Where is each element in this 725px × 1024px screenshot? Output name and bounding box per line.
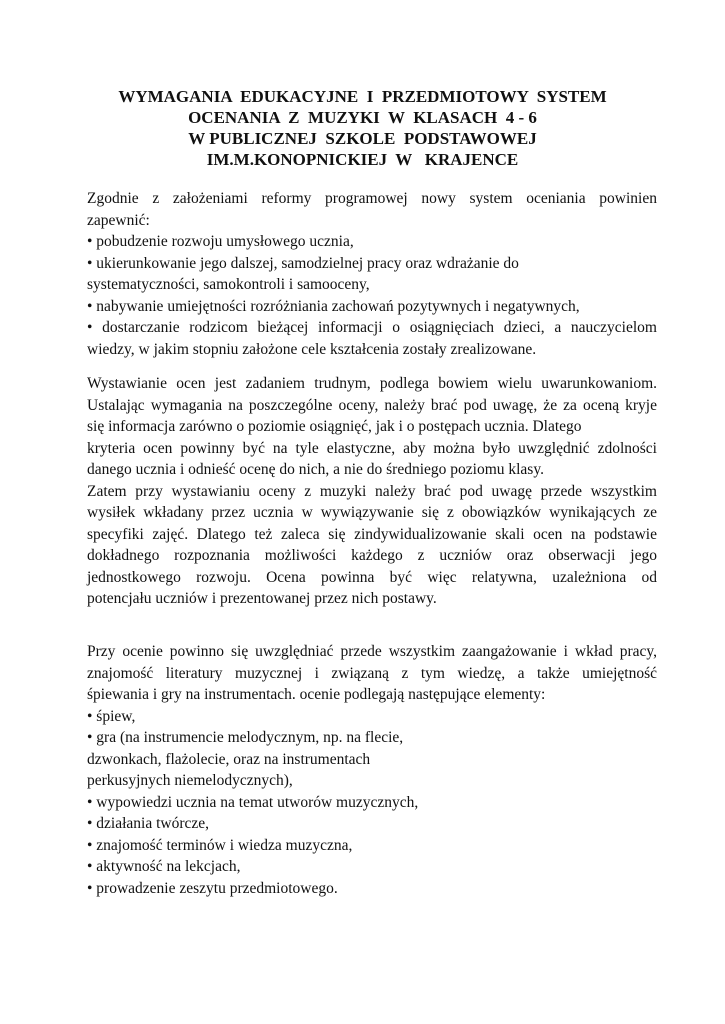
grading-paragraph <box>87 373 657 610</box>
text-line: Wystawianie ocen jest zadaniem trudnym, podlega bowiem wielu uwarunkowaniom. <box>87 375 657 392</box>
bullet-item: • gra (na instrumencie melodycznym, np. na flecie, <box>87 729 404 746</box>
bullet-item: • działania twórcze, <box>87 815 210 832</box>
text-line: perkusyjnych niemelodycznych), <box>87 772 293 789</box>
text-line: kryteria ocen powinny być na tyle elastyczne, aby można było uwzględnić zdolności <box>87 439 657 457</box>
title-line: OCENANIA Z MUZYKI W KLASACH 4 - 6 <box>188 108 537 127</box>
text-line: Przy ocenie powinno się uwzględniać przede wszystkim zaangażowanie i wkład pracy, <box>87 643 657 660</box>
text-line: śpiewania i gry na instrumentach. ocenie podlegają następujące elementy: <box>87 686 546 703</box>
text-line: dzwonkach, flażolecie, oraz na instrumentach <box>87 750 371 768</box>
title-line: IM.M.KONOPNICKIEJ W KRAJENCE <box>206 150 519 169</box>
text-line: systematyczności, samokontroli i samooceny, <box>87 276 370 293</box>
bullet-item: • nabywanie umiejętności rozróżniania zachowań pozytywnych i negatywnych, <box>87 297 580 315</box>
text-line: wysiłek wkładany przez ucznia w wywiązywanie się z obowiązków wynikających ze <box>87 504 657 521</box>
text-line: Zgodnie z założeniami reformy programowej nowy system oceniania powinien <box>87 190 657 207</box>
text-line: wiedzy, w jakim stopniu założone cele kształcenia zostały zrealizowane. <box>87 340 537 358</box>
elements-paragraph <box>87 641 657 899</box>
text-line: znajomość literatury muzycznej i związaną z tym wiedzę, a także umiejętność <box>87 664 657 682</box>
bullet-item: • śpiew, <box>87 707 136 725</box>
document-title <box>60 86 665 170</box>
title-line: W PUBLICZNEJ SZKOLE PODSTAWOWEJ <box>188 129 537 148</box>
text-line: potencjału uczniów i prezentowanej przez nich postawy. <box>87 590 437 607</box>
bullet-item: • wypowiedzi ucznia na temat utworów muzycznych, <box>87 793 419 811</box>
bullet-item: • ukierunkowanie jego dalszej, samodzielnej pracy oraz wdrażanie do <box>87 254 519 272</box>
text-line: Ustalając wymagania na poszczególne oceny, należy brać pod uwagę, że za oceną kryje <box>87 396 657 414</box>
text-line: danego ucznia i odnieść ocenę do nich, a nie do średniego poziomu klasy. <box>87 461 544 478</box>
bullet-item: • znajomość terminów i wiedza muzyczna, <box>87 836 353 854</box>
bullet-item: • aktywność na lekcjach, <box>87 858 241 875</box>
title-line: WYMAGANIA EDUKACYJNE I PRZEDMIOTOWY SYSTEM <box>118 87 607 106</box>
bullet-item: • dostarczanie rodzicom bieżącej informacji o osiągnięciach dzieci, a nauczycielom <box>87 319 657 336</box>
text-line: dokładnego rozpoznania możliwości każdego z uczniów oraz obserwacji jego <box>87 547 657 564</box>
bullet-item: • prowadzenie zeszytu przedmiotowego. <box>87 879 338 897</box>
bullet-item: • pobudzenie rozwoju umysłowego ucznia, <box>87 233 354 250</box>
text-line: zapewnić: <box>87 211 150 229</box>
text-line: specyfiki zajęć. Dlatego też zaleca się zindywidualizowanie skali ocen na podstawie <box>87 525 657 543</box>
intro-paragraph <box>87 188 657 360</box>
text-line: Zatem przy wystawianiu oceny z muzyki należy brać pod uwagę przede wszystkim <box>87 482 657 500</box>
text-line: się informacja zarówno o poziomie osiągnięć, jak i o postępach ucznia. Dlatego <box>87 418 582 435</box>
text-line: jednostkowego rozwoju. Ocena powinna być więc relatywna, uzależniona od <box>87 568 657 586</box>
